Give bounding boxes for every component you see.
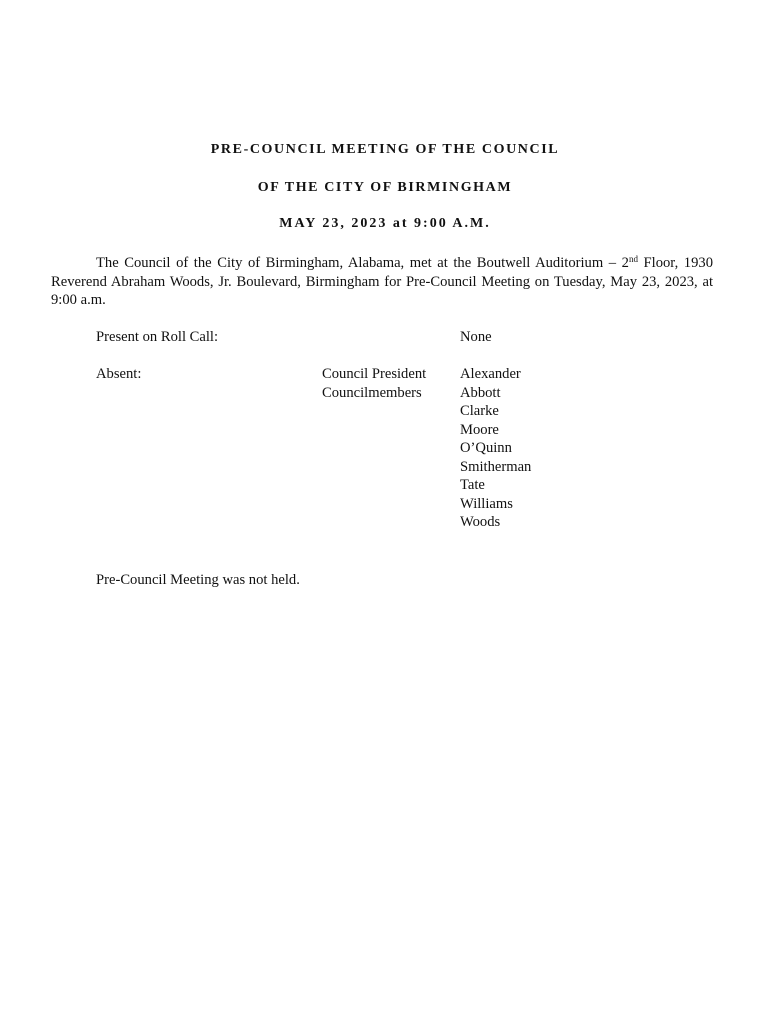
- absent-name: Williams: [460, 495, 513, 512]
- absent-name: Woods: [460, 514, 501, 530]
- absent-label: Absent:: [96, 366, 142, 382]
- absent-title: Council President: [322, 366, 427, 382]
- absent-names-list: [460, 365, 531, 532]
- ordinal-suffix: nd: [628, 254, 638, 264]
- roll-call-value: None: [460, 329, 492, 345]
- absent-name: Smitherman: [460, 458, 532, 475]
- roll-call-label: Present on Roll Call:: [96, 329, 219, 345]
- absent-title: Councilmembers: [322, 384, 422, 401]
- meeting-date: MAY 23, 2023 at 9:00 A.M.: [279, 216, 491, 231]
- intro-text-start: The Council of the City of Birmingham, Alabama, met at the Boutwell Auditorium – 2: [96, 255, 629, 271]
- title-line-1: PRE-COUNCIL MEETING OF THE COUNCIL: [210, 142, 560, 157]
- absent-name: Alexander: [460, 366, 521, 382]
- intro-paragraph: [51, 254, 713, 310]
- intro-text-end: Floor, 1930 Reverend Abraham Woods, Jr. Boulevard, Birmingham for Pre-Council Meeting on Tuesday, May 23, 2023, at 9:00 a.m.: [51, 255, 713, 308]
- absent-name: Clarke: [460, 403, 499, 419]
- closing-statement: Pre-Council Meeting was not held.: [96, 572, 300, 588]
- absent-name: O’Quinn: [460, 440, 512, 456]
- absent-titles: [322, 365, 426, 402]
- absent-name: Tate: [460, 477, 485, 493]
- title-line-2: OF THE CITY OF BIRMINGHAM: [257, 180, 513, 195]
- absent-name: Abbott: [460, 384, 501, 401]
- absent-name: Moore: [460, 421, 499, 438]
